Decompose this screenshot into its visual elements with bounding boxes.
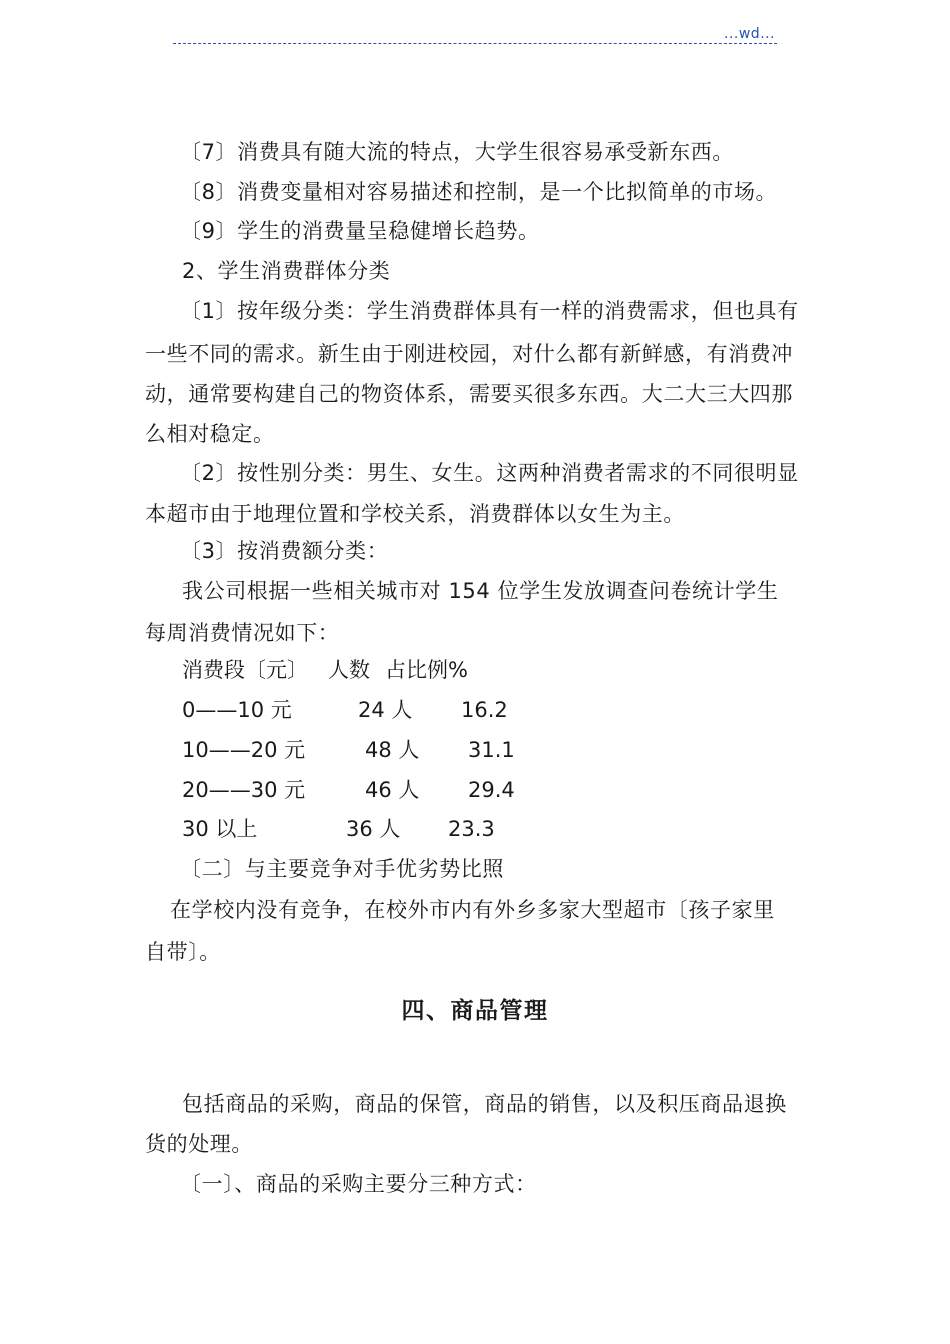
- table-cell-percent: 23.3: [448, 817, 495, 841]
- header-dashed-rule: [173, 43, 777, 44]
- table-cell-range: 20——30 元: [182, 778, 306, 802]
- paragraph-item-9: 〔9〕学生的消费量呈稳健增长趋势。: [180, 219, 540, 243]
- table-cell-range: 30 以上: [182, 817, 258, 841]
- section-heading-2: 2、学生消费群体分类: [182, 259, 391, 283]
- table-cell-count: 36 人: [346, 817, 401, 841]
- grade-classification-line-3: 动，通常要构建自己的物资体系，需要买很多东西。大二大三大四那: [145, 382, 793, 406]
- table-cell-range: 0——10 元: [182, 698, 292, 722]
- intro-line-2: 货的处理。: [145, 1132, 253, 1156]
- section-title-product-management: 四、商品管理: [401, 998, 549, 1024]
- paragraph-item-8: 〔8〕消费变量相对容易描述和控制，是一个比拟简单的市场。: [180, 180, 778, 204]
- column-header-percent: 占比例%: [385, 658, 468, 682]
- table-cell-count: 24 人: [358, 698, 413, 722]
- column-header-count: 人数: [328, 658, 370, 682]
- grade-classification-line-1: 〔1〕按年级分类：学生消费群体具有一样的消费需求，但也具有: [180, 299, 799, 323]
- intro-line-1: 包括商品的采购，商品的保管，商品的销售，以及积压商品退换: [182, 1092, 787, 1116]
- procurement-heading: 〔一〕、商品的采购主要分三种方式：: [180, 1172, 537, 1196]
- amount-classification-heading: 〔3〕按消费额分类：: [180, 539, 389, 563]
- comparison-heading: 〔二〕与主要竞争对手优劣势比照: [180, 857, 504, 881]
- table-cell-count: 48 人: [365, 738, 420, 762]
- gender-classification-line-2: 本超市由于地理位置和学校关系，消费群体以女生为主。: [145, 502, 685, 526]
- paragraph-item-7: 〔7〕消费具有随大流的特点，大学生很容易承受新东西。: [180, 140, 734, 164]
- table-cell-range: 10——20 元: [182, 738, 306, 762]
- grade-classification-line-4: 么相对稳定。: [145, 422, 275, 446]
- table-cell-count: 46 人: [365, 778, 420, 802]
- comparison-line-1: 在学校内没有竞争，在校外市内有外乡多家大型超市〔孩子家里: [170, 898, 775, 922]
- column-header-range: 消费段〔元〕: [182, 658, 308, 682]
- survey-line-2: 每周消费情况如下：: [145, 621, 340, 645]
- table-cell-percent: 16.2: [461, 698, 508, 722]
- table-cell-percent: 29.4: [468, 778, 515, 802]
- header-mark: ...wd...: [724, 26, 776, 42]
- survey-line-1: 我公司根据一些相关城市对 154 位学生发放调查问卷统计学生: [182, 579, 779, 603]
- gender-classification-line-1: 〔2〕按性别分类：男生、女生。这两种消费者需求的不同很明显: [180, 461, 799, 485]
- grade-classification-line-2: 一些不同的需求。新生由于刚进校园，对什么都有新鲜感，有消费冲: [145, 342, 793, 366]
- table-cell-percent: 31.1: [468, 738, 515, 762]
- comparison-line-2: 自带〕。: [145, 940, 221, 964]
